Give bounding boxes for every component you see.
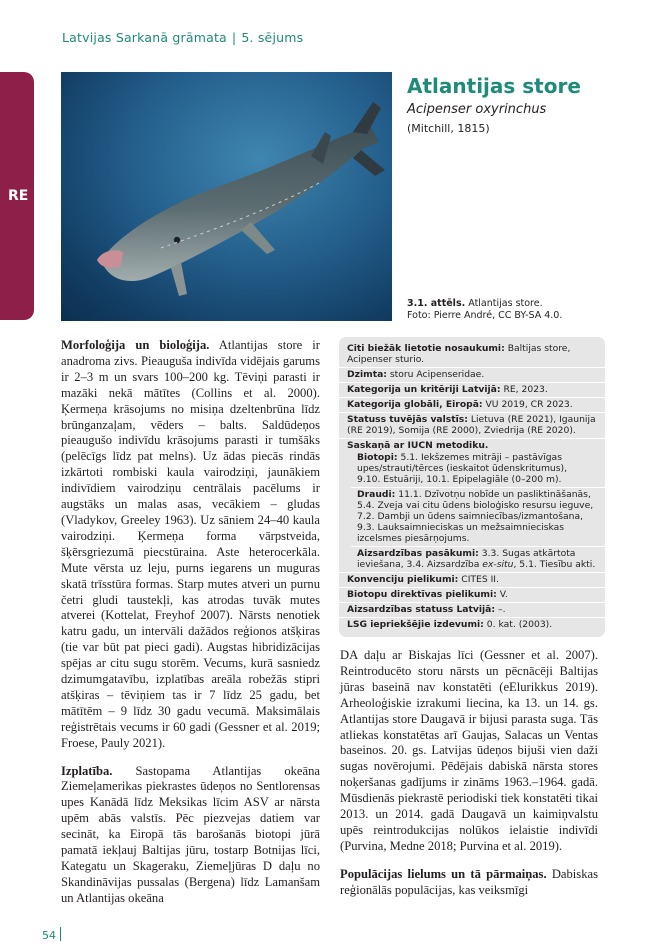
info-threats: Draudi: 11.1. Dzīvotņu nobīde un pasliktināšanās, [357, 489, 591, 500]
info-protection-latvia: Aizsardzības statuss Latvijā: –. [347, 604, 506, 615]
heading-distribution: Izplatība. [61, 763, 113, 778]
text-column-right [340, 648, 598, 899]
text-population: Dabiskas reģionālās populācijas, kas veiksmīgi [340, 866, 598, 897]
running-header [62, 30, 303, 45]
species-author: (Mitchill, 1815) [407, 122, 490, 135]
info-iucn-heading: Saskaņā ar IUCN metodiku. [347, 440, 489, 451]
info-threats-cont-4: izcelsmes piesārņojums. [357, 533, 470, 544]
figure-text: Atlantijas store. [468, 298, 543, 309]
heading-morphology: Morfoloģija un bioloģija. [61, 338, 210, 352]
photo-credit: Foto: Pierre André, CC BY-SA 4.0. [407, 310, 563, 321]
page-number: 54 [42, 929, 56, 942]
figure-label: 3.1. attēls. [407, 298, 466, 309]
volume-label: 5. sējums [241, 30, 304, 45]
info-habitats: Biotopi: 5.1. Iekšzemes mitrāji – pastāvīgas [357, 452, 562, 463]
species-info-box [339, 337, 605, 637]
info-neighbour-status: Statuss tuvējās valstīs: Lietuva (RE 2021), Igaunija [347, 414, 596, 425]
info-category-global: Kategorija globāli, Eiropā: VU 2019, CR 2023. [347, 399, 573, 410]
text-distribution: Sastopama Atlantijas okeāna Ziemeļamerikas piekrastes ūdeņos no Sentlorensas upes Kanādā līdz Meksikas līcim ASV ar nārsta upēm abās valstīs. Pēc piezvejas datiem var secināt, ka Eiropā tās barošanās biotopi jūrā pamatā iekļauj Baltijas jūru, tostarp Botnijas līci, Kategatu un Skageraku, Ziemeļjūras D daļu no Skandināvijas pussalas (Bergena) līdz Lamanšam un Atlantijas okeāna [61, 763, 320, 905]
info-conventions: Konvenciju pielikumi: CITES II. [347, 574, 499, 585]
info-threats-cont-2: 7.2. Dambji un ūdens saimniecības/izmantošana, [357, 511, 584, 522]
category-tab [0, 72, 34, 320]
book-title: Latvijas Sarkanā grāmata [62, 30, 227, 45]
info-previous-editions: LSG iepriekšējie izdevumi: 0. kat. (2003). [347, 619, 553, 630]
paragraph-distribution-cont: DA daļu ar Biskajas līci (Gessner et al. 2007). Reintroducēto storu nārsts un pēcnācēji Baltijas jūras baseinā nav konstatēti (eElurikkus 2019). Arheoloģiskie izrakumi liecina, ka 13. un 14. gs. Atlantijas store Daugavā ir bijusi parasta suga. Tās atliekas konstatētas arī Gaujas, Salacas un Ventas baseinos. 20. gs. Latvijas ūdeņos bijuši vien daži sugas novērojumi. Pēdējais dabiskā nārsta stores noķeršanas gadījums ir zināms 1963.–1964. gadā. Mūsdienās piekrastē periodiski tiek konstatēti tikai 2013. un 2014. gadā Daugavā un kaimiņvalstu upēs reintrodukcijas nolūkos ielaistie indivīdi (Purvina, Medne 2018; Purvina et al. 2019). [340, 648, 598, 853]
info-habitats-cont-1: upes/strauti/tērces (ieskaitot ūdenskritumus), [357, 463, 568, 474]
info-other-names: Citi biežāk lietotie nosaukumi: Baltijas store, [347, 343, 571, 354]
info-habitats-directive: Biotopu direktīvas pielikumi: V. [347, 589, 508, 600]
info-neighbour-status-cont: (RE 2019), Somija (RE 2000), Zviedrija (RE 2020). [347, 425, 576, 436]
species-latin-name: Acipenser oxyrinchus [407, 102, 547, 117]
figure-caption [407, 298, 647, 322]
info-habitats-cont-2: 9.10. Estuāriji, 10.1. Epipelagiāle (0–200 m). [357, 474, 562, 485]
info-measures-cont: ieviešana, 3.4. Aizsardzība ex-situ, 5.1. Tiesību akti. [357, 559, 596, 570]
category-tab-label: RE [8, 188, 29, 204]
info-family: Dzimta: storu Acipenseridae. [347, 369, 485, 380]
header-separator: | [231, 30, 237, 45]
text-column-left [61, 338, 320, 907]
page-number-rule [60, 927, 61, 941]
info-threats-cont-1: 5.4. Zveja vai citu ūdens bioloģisko resursu ieguve, [357, 500, 594, 511]
paragraph-population [340, 867, 598, 899]
heading-population: Populācijas lielums un tā pārmaiņas. [340, 866, 547, 881]
paragraph-morphology [61, 338, 320, 752]
sturgeon-illustration [61, 72, 392, 321]
text-morphology: Atlantijas store ir anadroma zivs. Pieauguša indivīda vidējais garums ir 2–3 m un svars 100–200 kg. Tēviņi parasti ir mazāki nekā mātītes (Collins et al. 2000). Ķermeņa krāsojums no misiņa dzeltenbrūna līdz brūnganzaļam, vēders – balts. Saldūdeņos pieaugušo indivīdu krāsojums parasti ir tumšāks (pelēcīgs līdz pat melns). Uz ādas piecās rindās izkārtoti rombiski kaula vairodziņi, jaunākiem indivīdiem vairodziņu centrālais pacēlums ir augstāks un malas asas, vecākiem – gludas (Vladykov, Greeley 1963). Uz sāniem 24–40 kaula vairodziņi. Ķermeņa forma vārpstveida, šķērsgriezumā piecstūraina. Aste heterocerkāla. Mute vērsta uz leju, purns iegarens un muguras skatā trīsstūra formas. Starp mutes atveri un purnu četri gludi taustekļi, kas atrodas tuvāk mutes atverei (Kottelat, Freyhof 2007). Nārsts nenotiek katru gadu, un intervāli dažādos reģionos atšķiras (tie var būt pat pieci gadi). Augstas hibridizācijas spējas ar citu sugu storēm. Vecums, kurā sasniedz dzimumgatavību, izplatības areāla robežās stipri atšķiras – tēviņiem tas ir 7 līdz 25 gadu, bet mātītēm – 9 līdz 30 gadu vecumā. Maksimālais reģistrētais vecums ir 60 gadi (Gessner et al. 2019; Froese, Pauly 2021). [61, 338, 320, 750]
species-name: Atlantijas store [407, 74, 581, 98]
paragraph-distribution [61, 764, 320, 907]
info-measures: Aizsardzības pasākumi: 3.3. Sugas atkārtota [357, 548, 576, 559]
species-photo [61, 72, 392, 321]
info-other-names-cont: Acipenser sturio. [347, 354, 425, 365]
info-threats-cont-3: 9.3. Lauksaimnieciskas un mežsaimnieciskas [357, 522, 565, 533]
info-category-latvia: Kategorija un kritēriji Latvijā: RE, 2023. [347, 384, 548, 395]
